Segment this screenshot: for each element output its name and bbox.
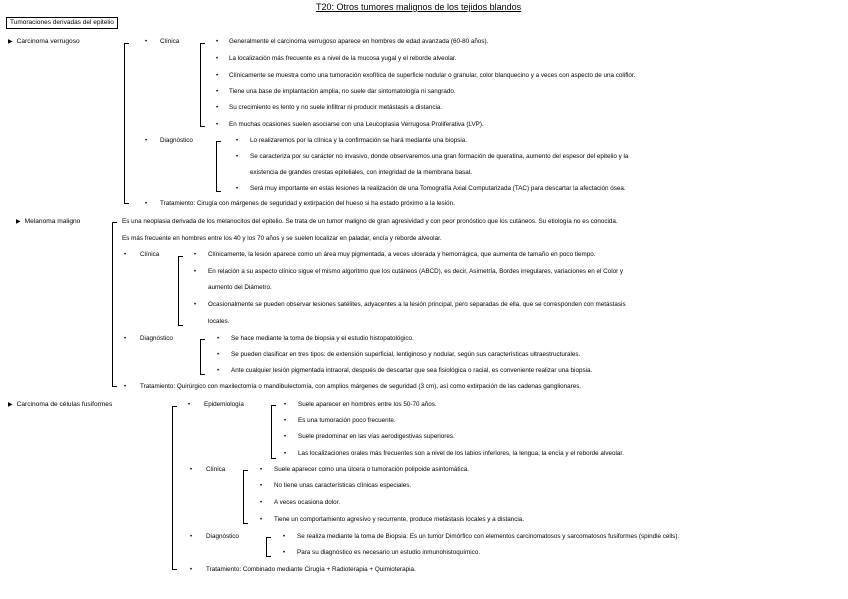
- bracket: [243, 470, 244, 524]
- list-item: Suele aparecer como una úlcera o tumoración polipoide asintomática.: [274, 466, 469, 473]
- bracket-tick: [216, 141, 221, 142]
- bullet: •: [284, 402, 287, 408]
- list-item: Será muy importante en estas lesiones la realización de una Tomografía Axial Computarizada (TAC) para descartar la afectación ósea.: [250, 185, 626, 192]
- bracket: [216, 141, 217, 192]
- list-item: Es una tumoración poco frecuente.: [298, 417, 396, 424]
- bracket: [178, 256, 179, 326]
- bracket-tick: [200, 43, 205, 44]
- bracket-tick: [271, 458, 276, 459]
- list-item: Suele aparecer en hombres entre los 50-70 años.: [298, 401, 437, 408]
- list-item: Tiene un comportamiento agresivo y recurrente, produce metástasis locales y a distancia.: [274, 516, 525, 523]
- list-item: Generalmente el carcinoma verrugoso aparece en hombres de edad avanzada (60-80 años).: [229, 38, 489, 45]
- bullet: •: [283, 550, 286, 556]
- subheading-clinica: Clínica: [140, 251, 160, 258]
- bracket-tick: [172, 569, 177, 570]
- list-item: Ocasionalmente se pueden observar lesiones satélites, adyacentes a la lesión principal, pero separadas de ella, que se corresponden con metástasis: [208, 301, 626, 308]
- list-item: aumento del Diámetro.: [208, 284, 272, 291]
- bullet: •: [124, 252, 127, 258]
- bullet: •: [216, 122, 219, 128]
- bullet: •: [190, 467, 193, 473]
- bracket-tick: [200, 374, 205, 375]
- bracket: [124, 43, 125, 204]
- triangle-bullet-icon: ▶: [8, 39, 13, 45]
- bracket: [172, 406, 173, 570]
- bullet: •: [145, 39, 148, 45]
- bullet: •: [145, 201, 148, 207]
- bracket-tick: [243, 470, 248, 471]
- bullet: •: [190, 567, 193, 573]
- list-item: Se pueden clasificar en tres tipos: de extensión superficial, lentiginoso y nodular, según sus características ultraestructurales.: [231, 351, 581, 358]
- bullet: •: [124, 384, 127, 390]
- bullet: •: [217, 352, 220, 358]
- bullet: •: [284, 451, 287, 457]
- bullet: •: [284, 434, 287, 440]
- bracket-tick: [112, 222, 117, 223]
- bullet: •: [194, 269, 197, 275]
- bracket-tick: [271, 405, 276, 406]
- bullet: •: [260, 483, 263, 489]
- triangle-bullet-icon: ▶: [16, 219, 21, 225]
- bracket-tick: [124, 203, 129, 204]
- bullet: •: [216, 105, 219, 111]
- triangle-bullet-icon: ▶: [8, 402, 13, 408]
- list-item: Su crecimiento es lento y no suele infiltrar ni producir metástasis a distancia.: [229, 104, 443, 111]
- bracket-tick: [266, 556, 271, 557]
- section-title: Carcinoma verrugoso: [16, 38, 80, 45]
- bullet: •: [194, 302, 197, 308]
- bullet: •: [260, 500, 263, 506]
- section-melanoma-maligno: [16, 218, 80, 226]
- bullet: •: [194, 252, 197, 258]
- bullet: •: [216, 56, 219, 62]
- list-item: locales.: [208, 318, 230, 325]
- bracket-tick: [178, 256, 183, 257]
- section-carcinoma-verrugoso: [8, 38, 80, 46]
- subheading-epidemiologia: Epidemiología: [204, 401, 244, 408]
- bullet: •: [188, 402, 191, 408]
- bracket-tick: [200, 126, 205, 127]
- bullet: •: [216, 39, 219, 45]
- bracket-tick: [216, 191, 221, 192]
- bracket-tick: [200, 339, 205, 340]
- bullet: •: [145, 138, 148, 144]
- list-item: La localización más frecuente es a nivel de la mucosa yugal y el reborde alveolar.: [229, 55, 457, 62]
- list-item: Tiene una base de implantación amplia, no suele dar sintomatología ni sangrado.: [229, 88, 456, 95]
- list-item: Clínicamente se muestra como una tumoración exofítica de superficie nodular o granular, color blanquecino y a veces con aspecto de una coliflor.: [229, 72, 636, 79]
- bracket-tick: [266, 537, 271, 538]
- bracket-tick: [124, 43, 129, 44]
- bullet: •: [216, 89, 219, 95]
- list-item: Suele predominar en las vías aerodigestivas superiores.: [298, 433, 455, 440]
- bracket: [200, 43, 201, 127]
- list-item: Clínicamente, la lesión aparece como un área muy pigmentada, a veces ulcerada y hemorrágica, que aumenta de tamaño en poco tiempo.: [208, 251, 596, 258]
- section-title: Carcinoma de células fusiformes: [16, 401, 113, 408]
- bracket-tick: [178, 325, 183, 326]
- bullet: •: [260, 467, 263, 473]
- bullet: •: [283, 534, 286, 540]
- bracket: [266, 537, 267, 557]
- list-item: No tiene unas características clínicas especiales.: [274, 482, 412, 489]
- bracket-tick: [243, 523, 248, 524]
- list-item: Se hace mediante la toma de biopsia y el estudio histopatológico.: [231, 335, 414, 342]
- page-title: T20: Otros tumores malignos de los tejidos blandos: [316, 2, 522, 12]
- subheading-diagnostico: Diagnóstico: [140, 335, 173, 342]
- bullet: •: [284, 418, 287, 424]
- bracket: [112, 222, 113, 387]
- bullet: •: [260, 517, 263, 523]
- list-item: En muchas ocasiones suelen asociarse con una Leucoplasia Verrugosa Proliferativa (LVP).: [229, 121, 484, 128]
- list-item: Para su diagnóstico es necesario un estudio inmunohistoquímico.: [297, 549, 481, 556]
- tratamiento: Tratamiento: Cirugía con márgenes de seguridad y extirpación del hueso si ha estado próximo a la lesión.: [160, 200, 455, 207]
- list-item: A veces ocasiona dolor.: [274, 499, 341, 506]
- section-title: Melanoma maligno: [24, 218, 81, 225]
- bullet: •: [216, 73, 219, 79]
- list-item: existencia de grandes crestas epiteliales, con integridad de la membrana basal.: [250, 169, 472, 176]
- intro-text: Es una neoplasia derivada de los melanocitos del epitelio. Se trata de un tumor maligno de gran agresividad y con peor pronóstico que los cutáneos. Su etiología no es conocida.: [122, 218, 618, 225]
- bullet: •: [217, 336, 220, 342]
- subheading-clinica: Clínica: [160, 38, 180, 45]
- bullet: •: [124, 336, 127, 342]
- bracket-tick: [112, 386, 117, 387]
- list-item: Lo realizaremos por la clínica y la confirmación se hará mediante una biopsia.: [250, 137, 468, 144]
- subheading-diagnostico: Diagnóstico: [160, 137, 193, 144]
- intro-text: Es más frecuente en hombres entre los 40 y los 70 años y se suelen localizar en paladar, encía y reborde alveolar.: [122, 235, 442, 242]
- section-heading: Tumoraciones derivadas del epitelio: [6, 17, 118, 29]
- subheading-clinica: Clínica: [206, 466, 226, 473]
- list-item: Se realiza mediante la toma de Biopsia: Es un tumor Dimórfico con elementos carcinomatosos y sarcomatosos fusiformes (spindle cells).: [297, 533, 680, 540]
- tratamiento: Tratamiento: Quirúrgico con maxilectomía o mandibulectomía, con amplios márgenes de seguridad (3 cm), así como extirpación de las cadenas ganglionares.: [140, 383, 582, 390]
- list-item: Las localizaciones orales más frecuentes son a nivel de los labios inferiores, la lengua, la encía y el reborde alveolar.: [298, 450, 624, 457]
- tratamiento: Tratamiento: Combinado mediante Cirugía + Radioterapia + Quimioterapia.: [206, 566, 416, 573]
- list-item: Se caracteriza por su carácter no invasivo, donde observaremos una gran formación de queratina, aumento del espesor del epitelio y la: [250, 153, 629, 160]
- bracket: [200, 339, 201, 375]
- bullet: •: [236, 154, 239, 160]
- bullet: •: [217, 368, 220, 374]
- subheading-diagnostico: Diagnóstico: [206, 533, 239, 540]
- list-item: En relación a su aspecto clínico sigue el mismo algoritmo que los cutáneos (ABCD), es decir, Asimetría, Bordes irregulares, variaciones en el Color y: [208, 268, 624, 275]
- bullet: •: [236, 186, 239, 192]
- bullet: •: [236, 138, 239, 144]
- list-item: Ante cualquier lesión pigmentada intraoral, después de descartar que sea fisiológica o racial, es conveniente realizar una biopsia.: [231, 367, 593, 374]
- bullet: •: [190, 534, 193, 540]
- section-carcinoma-celulas-fusiformes: [8, 401, 112, 409]
- bracket: [271, 405, 272, 459]
- bracket-tick: [172, 406, 177, 407]
